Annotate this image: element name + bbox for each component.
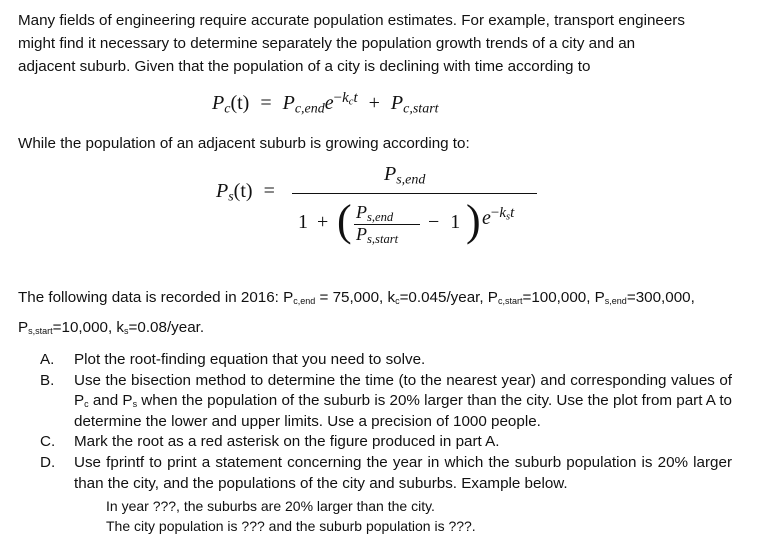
list-item: D. Use fprintf to print a statement concerning the year in which the suburb population is 20% larger than the city, and the populations of the city and suburbs. Example below. (40, 453, 732, 492)
main-fraction-bar (292, 193, 537, 194)
data-line-2: Ps,start=10,000, ks=0.08/year. (18, 319, 205, 336)
example-line-2: The city population is ??? and the suburb population is ???. (106, 518, 476, 534)
task-list (40, 350, 732, 494)
list-item: C. Mark the root as a red asterisk on the figure produced in part A. (40, 433, 500, 451)
example-line-1: In year ???, the suburbs are 20% larger than the city. (106, 498, 435, 514)
data-line-1: The following data is recorded in 2016: Pc,end = 75,000, kc=0.045/year, Pc,start=100,000, Ps,end=300,000, (18, 289, 695, 306)
intro-line-1: Many fields of engineering require accurate population estimates. For example, transport engineers (18, 12, 685, 29)
equation-city-population: $P_c(t) = P_{c,end}e^{-k_ct} + P_{c,start}$ (212, 89, 439, 117)
intro-line-3: adjacent suburb. Given that the population of a city is declining with time according to (18, 58, 591, 75)
equation-suburb-population: $P_s(t)$ = $P_{s,end}$ 1 + ( $P_{s,end}$ $P_{s,start}$ − 1 ) $e^{-k_st}$ (0, 0, 760, 270)
intro-line-2: might find it necessary to determine separately the population growth trends of a city and an (18, 35, 636, 52)
list-item: B. Use the bisection method to determine the time (to the nearest year) and corresponding values of Pc and Ps when the population of the suburb is 20% larger than the city. Use the plot from part A to determine the lower and upper limits. Use a precision of 1000 people. (40, 371, 732, 430)
while-text: While the population of an adjacent suburb is growing according to: (18, 135, 470, 152)
list-item: A. Plot the root-finding equation that you need to solve. (40, 351, 426, 368)
